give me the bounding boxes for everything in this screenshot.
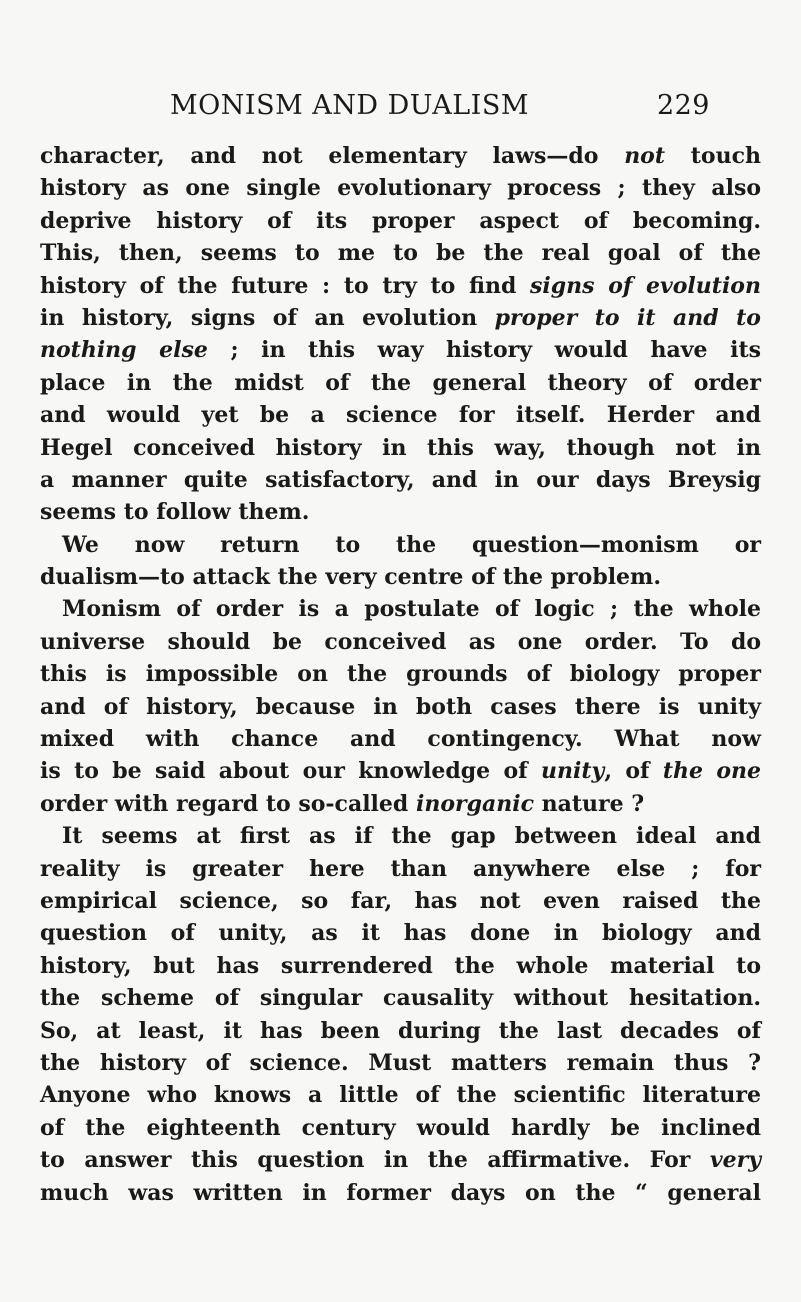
text-line	[40, 1177, 761, 1209]
text-run: Hegel conceived history in this way, though not in	[40, 434, 761, 461]
body-text	[40, 140, 761, 1209]
text-line	[40, 140, 761, 172]
text-run: to answer this question in the affirmative. For	[40, 1147, 710, 1174]
text-run: the history of science. Must matters remain thus ?	[40, 1049, 761, 1076]
italic-run: very	[709, 1147, 761, 1174]
text-run: touch	[665, 143, 761, 169]
text-run: So, at least, it has been during the last decades of	[40, 1017, 761, 1044]
text-run: and would yet be a science for itself. Herder and	[40, 402, 761, 429]
text-run: seems to follow them.	[40, 499, 310, 526]
text-line	[40, 1079, 761, 1111]
text-line	[40, 982, 761, 1014]
text-line	[40, 1015, 761, 1047]
text-run: We now return to the question—monism or	[62, 531, 761, 558]
text-run: This, then, seems to me to be the real goal of the	[40, 240, 761, 267]
text-run: much was written in former days on the “ general	[40, 1179, 761, 1206]
running-title: MONISM AND DUALISM	[170, 90, 529, 121]
text-line	[40, 205, 761, 237]
text-line	[40, 820, 761, 852]
text-line	[40, 853, 761, 885]
text-line	[40, 270, 761, 302]
text-run: deprive history of its proper aspect of becoming.	[40, 207, 761, 234]
text-run: place in the midst of the general theory of order	[40, 369, 761, 396]
text-line	[40, 691, 761, 723]
text-line	[40, 885, 761, 917]
text-run: empirical science, so far, has not even raised the	[40, 887, 761, 914]
italic-run: inorganic	[415, 790, 534, 817]
text-run: , of	[604, 758, 663, 785]
italic-run: signs of evolution	[530, 272, 761, 299]
text-run: nature ?	[533, 790, 645, 817]
text-run: of the eighteenth century would hardly be inclined	[40, 1114, 761, 1141]
text-run: reality is greater here than anywhere else ; for	[40, 855, 761, 882]
text-run: question of unity, as it has done in biology and	[40, 920, 761, 947]
italic-run: nothing else	[40, 337, 208, 364]
text-line	[40, 1112, 761, 1144]
text-run: history, but has surrendered the whole material to	[40, 952, 761, 979]
text-run: mixed with chance and contingency. What now	[40, 726, 761, 753]
text-line	[40, 399, 761, 431]
text-line	[40, 561, 761, 593]
italic-run: the one	[662, 758, 762, 785]
text-line	[40, 464, 761, 496]
text-line	[40, 432, 761, 464]
page-header	[170, 90, 710, 134]
text-run: history as one single evolutionary process ; they also	[40, 175, 761, 202]
text-run: a manner quite satisfactory, and in our days Breysig	[40, 466, 761, 493]
text-line	[40, 334, 761, 366]
text-run: Monism of order is a postulate of logic ; the whole	[62, 596, 761, 623]
text-line	[40, 626, 761, 658]
text-line	[40, 1144, 761, 1176]
italic-run: not	[624, 143, 666, 169]
text-line	[40, 788, 761, 820]
text-run: ; in this way history would have its	[207, 337, 761, 364]
text-run: Anyone who knows a little of the scientific literature	[40, 1082, 761, 1109]
text-line	[40, 658, 761, 690]
text-run: and of history, because in both cases there is unity	[40, 693, 761, 720]
text-line	[40, 529, 761, 561]
text-run: history of the future : to try to find	[40, 272, 531, 299]
text-line	[40, 172, 761, 204]
text-line	[40, 917, 761, 949]
text-line	[40, 237, 761, 269]
text-run: It seems at first as if the gap between ideal and	[62, 823, 761, 850]
text-line	[40, 723, 761, 755]
text-line	[40, 302, 761, 334]
text-run: this is impossible on the grounds of biology proper	[40, 661, 761, 688]
text-run: the scheme of singular causality without hesitation.	[40, 985, 761, 1012]
text-run: order with regard to so-called	[40, 790, 416, 817]
text-line	[40, 496, 761, 528]
page-number: 229	[656, 90, 710, 121]
text-line	[40, 367, 761, 399]
text-line	[40, 755, 761, 787]
text-run: universe should be conceived as one order. To do	[40, 628, 761, 655]
text-run: dualism—to attack the very centre of the problem.	[40, 564, 661, 591]
italic-run: proper to it and to	[494, 304, 761, 331]
text-line	[40, 1047, 761, 1079]
italic-run: unity	[541, 758, 605, 785]
text-line	[40, 950, 761, 982]
text-line	[40, 593, 761, 625]
text-run: character, and not elementary laws—do	[40, 143, 625, 169]
text-run: is to be said about our knowledge of	[40, 758, 542, 785]
text-run: in history, signs of an evolution	[40, 304, 495, 331]
